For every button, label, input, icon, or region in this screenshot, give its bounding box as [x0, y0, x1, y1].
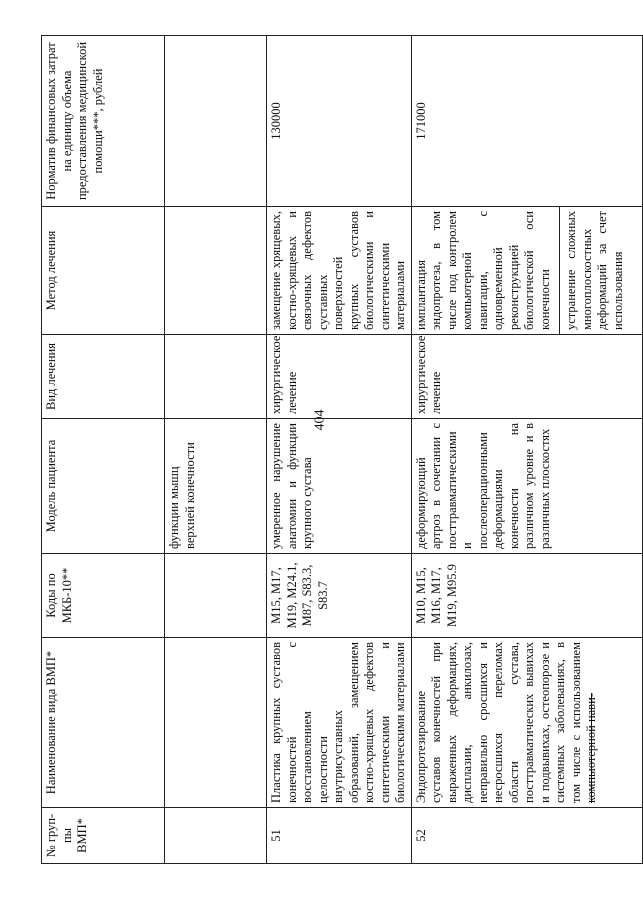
cell-empty — [165, 808, 267, 864]
method-subcell-text: устранение сложных многоплоскостных деформаций за счет использования — [559, 207, 626, 334]
cell-empty — [165, 335, 267, 419]
cell-model: деформирующий артроз в сочетании с посттравматическими и послеоперационными деформациями конечности на различном уровне и в различных плоскостях — [411, 419, 642, 554]
cell-empty — [165, 36, 267, 207]
name-text: Эндопротезирование суставов конечностей при выраженных деформациях, дисплазии, анкилозах, неправильно сросшихся и несросшихся переломах области сустава, посттравматических вывихах и подвывихах, остеопорозе и системных заболеваниях, в том числе с использованием — [413, 642, 583, 803]
table-row-52 — [411, 36, 642, 864]
cell-model: умеренное нарушение анатомии и функции крупного сустава — [267, 419, 412, 554]
cell-norm: 171000 — [411, 36, 642, 207]
cell-group: 51 — [267, 808, 412, 864]
cell-norm: 130000 — [267, 36, 412, 207]
cell-empty — [165, 207, 267, 335]
table-row-51 — [267, 36, 412, 864]
page-number: 404 — [312, 409, 328, 431]
table-row-continuation — [165, 36, 267, 864]
rotated-table-container — [41, 36, 625, 864]
cell-method — [411, 207, 642, 335]
header-group: № груп-пы ВМП* — [42, 808, 165, 864]
name-struck-text: компьютерной нави- — [584, 693, 598, 803]
cell-name: Пластика крупных суставов конечностей с восстановлением целостности внутрисуставных образований, замещением костно-хрящевых дефектов синтетическими и биологическими материалами — [267, 638, 412, 808]
header-norm: Норматив финансовых затрат на единицу объема предоставления медицинской помощи***, рублей — [42, 36, 165, 207]
method-text: имплантация эндопротеза, в том числе под контролем компьютерной навигации, с одновременной реконструкцией биологической оси конечности — [413, 211, 552, 330]
header-kind: Вид лечения — [42, 335, 165, 419]
header-name: Наименование вида ВМП* — [42, 638, 165, 808]
cell-method: замещение хрящевых, костно-хрящевых и связочных дефектов суставных поверхностей крупных суставов биологическими и синтетическими материалами — [267, 207, 412, 335]
cell-group: 52 — [411, 808, 642, 864]
cell-kind: хирургическое лечение — [267, 335, 412, 419]
cell-name — [411, 638, 642, 808]
header-method: Метод лечения — [42, 207, 165, 335]
table-header-row — [42, 36, 165, 864]
cell-codes: M10, M15, M16, M17, M19, M95.9 — [411, 554, 642, 638]
header-model: Модель пациента — [42, 419, 165, 554]
vmp-table — [41, 35, 643, 864]
cell-kind: хирургическое лечение — [411, 335, 642, 419]
header-codes: Коды по МКБ-10** — [42, 554, 165, 638]
rotated-table-sheet — [41, 36, 625, 864]
cell-model-continuation: функции мышц верхней конечности — [165, 419, 267, 554]
cell-empty — [165, 638, 267, 808]
cell-codes: M15, M17, M19, M24.1, M87, S83.3, S83.7 — [267, 554, 412, 638]
cell-empty — [165, 554, 267, 638]
